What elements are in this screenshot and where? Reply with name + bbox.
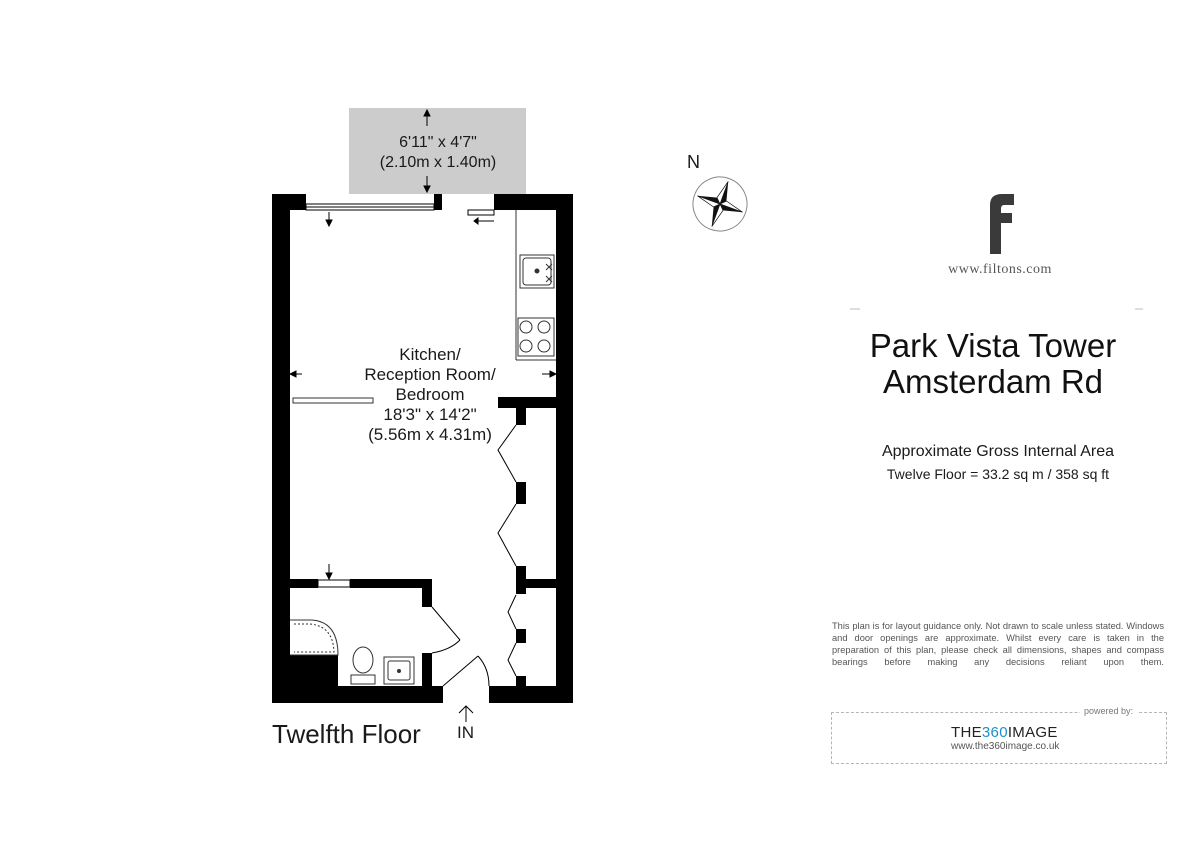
room-name-line3: Bedroom (395, 385, 465, 404)
entrance-door (443, 656, 489, 686)
title-line2: Amsterdam Rd (882, 363, 1104, 400)
wardrobe-doors (498, 425, 516, 676)
balcony-dimensions (350, 133, 526, 173)
basin (384, 657, 414, 684)
bathroom-window (318, 580, 350, 587)
walls (272, 194, 573, 703)
shower (290, 620, 338, 655)
balcony-metric: (2.10m x 1.40m) (379, 154, 497, 171)
kitchen-sink (520, 255, 554, 288)
title-line1: Park Vista Tower (869, 327, 1117, 364)
window-top (306, 204, 434, 226)
logo-suffix: IMAGE (1007, 724, 1058, 741)
logo-prefix: THE (951, 724, 982, 741)
toilet (351, 647, 375, 684)
room-metric: (5.56m x 4.31m) (368, 425, 492, 444)
area-value: Twelve Floor = 33.2 sq m / 358 sq ft (886, 466, 1110, 482)
balcony-imperial: 6'11" x 4'7" (399, 134, 477, 151)
balcony-door (468, 210, 494, 224)
the360image-url: www.the360image.co.uk (951, 741, 1060, 752)
area-heading: Approximate Gross Internal Area (881, 443, 1115, 460)
brand-url: www.filtons.com (948, 262, 1052, 277)
powered-by-label: powered by: (1080, 706, 1137, 716)
logo-accent: 360 (981, 724, 1008, 741)
disclaimer-text: This plan is for layout guidance only. Not drawn to scale unless stated. Windows and door openings are approximate. Whilst every care is taken in the preparation of this plan, please check all dimensions, shapes and compass bearings before making any decisions reliant upon them. (832, 621, 1164, 667)
room-name-line1: Kitchen/ (399, 345, 461, 364)
the360image-logo (951, 724, 1058, 741)
floor-name: Twelfth Floor (272, 719, 421, 749)
property-title (843, 328, 1143, 400)
entrance-arrow (459, 706, 473, 722)
compass-north-label: N (687, 152, 700, 172)
filtons-logo-icon (990, 194, 1014, 254)
main-room-label (330, 345, 530, 445)
room-imperial: 18'3" x 14'2" (383, 405, 477, 424)
bathroom-door (432, 607, 460, 653)
entrance-label: IN (457, 723, 474, 742)
room-name-line2: Reception Room/ (364, 365, 496, 384)
compass-rose-icon (685, 169, 754, 238)
